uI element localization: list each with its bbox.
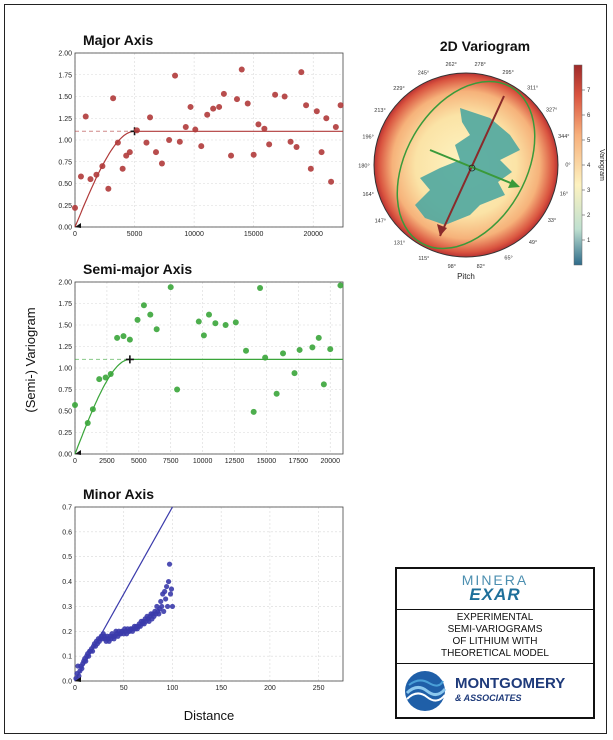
data-point [337,282,343,288]
x-tick-label: 5000 [131,458,147,465]
angle-label: 344° [558,134,570,140]
data-point [93,172,99,178]
angle-label: 0° [565,162,571,169]
y-tick-label: 0.0 [62,678,72,686]
y-tick-label: 0.25 [58,430,72,437]
data-point [72,402,78,408]
data-point [83,659,88,664]
x-tick-label: 150 [215,685,228,692]
angle-label: 311° [527,85,539,92]
data-point [297,347,303,353]
angle-label: 262° [445,62,457,69]
data-point [183,124,189,130]
data-point [212,320,218,326]
y-tick-label: 0.50 [58,181,72,188]
data-point [154,326,160,332]
data-point [245,100,251,106]
x-tick-label: 0 [73,458,77,465]
x-tick-label: 5000 [126,231,143,238]
data-point [314,108,320,114]
data-point [282,94,288,100]
angle-label: 295° [502,70,514,77]
x-tick-label: 250 [312,685,325,692]
associates-text: & ASSOCIATES [455,693,522,703]
data-point [257,285,263,291]
data-point [308,166,314,172]
caption-line: SEMI-VARIOGRAMS [447,624,543,635]
data-point [134,127,140,133]
data-point [115,140,121,146]
data-point [201,332,207,338]
data-point [158,599,163,604]
x-tick-label: 17500 [288,458,309,465]
data-point [216,104,222,110]
angle-label: 245° [417,70,430,77]
data-point [266,141,272,147]
data-point [168,591,173,596]
data-point [288,139,294,145]
y-tick-label: 1.00 [58,137,72,145]
data-point [167,562,172,567]
data-point [120,333,126,339]
colorbar-tick-label: 2 [587,213,591,219]
y-tick-label: 0.25 [58,202,72,210]
data-point [198,143,204,149]
y-tick-label: 0.5 [62,554,72,562]
data-point [172,73,178,79]
data-point [251,409,257,415]
data-point [223,322,229,328]
x-tick-label: 12500 [224,458,245,465]
data-point [192,127,198,133]
pitch-label: Pitch [457,272,475,281]
data-point [206,312,212,318]
data-point [79,666,84,671]
minera-text: MINERA [461,572,529,588]
x-tick-label: 20000 [303,231,323,238]
data-point [196,319,202,325]
data-point [292,370,298,376]
angle-label: 33° [547,217,557,224]
data-point [141,302,147,308]
data-point [228,153,234,159]
data-point [159,160,165,166]
y-tick-label: 1.75 [58,301,72,308]
y-tick-label: 0.00 [58,451,72,459]
x-tick-label: 0 [73,685,77,692]
colorbar-ticks [582,88,591,244]
angle-label: 115° [418,255,430,262]
y-tick-label: 0.2 [62,628,72,636]
caption-line: EXPERIMENTAL [456,612,534,623]
montgomery-text: MONTGOMERY [455,675,566,692]
colorbar-label: Variogram [598,149,605,181]
data-point [234,96,240,102]
caption-block [397,610,593,664]
y-tick-label: 1.75 [58,72,72,80]
data-point [168,284,174,290]
data-point [177,139,183,145]
data-point [166,579,171,584]
y-tick-label: 1.50 [58,94,72,101]
angle-label: 65° [504,255,513,262]
data-point [153,149,159,155]
model-curve [75,131,343,227]
data-point [159,604,164,609]
data-point [78,174,84,180]
data-point [105,186,111,192]
data-point [174,387,180,393]
data-point [204,112,210,118]
data-point [298,69,304,75]
data-point [280,350,286,356]
angle-label: 278° [474,62,486,68]
data-point [328,179,334,185]
data-point [90,406,96,412]
minor-axis-chart [62,486,343,692]
y-tick-label: 2.00 [58,50,72,58]
y-axis-label: (Semi-) Variogram [23,307,38,413]
colorbar-tick-label: 7 [587,88,591,94]
semi-major-axis-chart [58,261,343,465]
angle-label: 131° [393,240,406,247]
data-point [127,149,133,155]
y-tick-label: 0.50 [58,408,72,416]
data-point [85,420,91,426]
x-tick-label: 10000 [184,231,204,238]
data-point [294,144,300,150]
x-tick-label: 200 [264,685,276,692]
y-tick-label: 0.3 [62,603,72,611]
y-tick-label: 0.75 [58,159,72,167]
data-point [164,584,169,589]
y-tick-label: 0.75 [58,387,72,394]
angle-label: 16° [559,191,569,198]
y-tick-label: 0.4 [62,579,72,587]
chart-title: Semi-major Axis [83,261,193,277]
x-tick-label: 0 [73,231,77,238]
data-point [323,115,329,121]
y-tick-label: 1.25 [58,115,72,123]
y-tick-label: 0.1 [62,653,72,661]
montgomery-logo [397,665,593,717]
caption-line: OF LITHIUM WITH [452,636,538,647]
data-point [103,374,109,380]
colorbar [574,65,582,265]
data-point [262,355,268,361]
data-point [99,163,105,169]
y-tick-label: 2.00 [58,279,72,287]
variogram-2d [358,38,605,281]
x-tick-label: 10000 [192,458,213,465]
colorbar-tick-label: 3 [587,188,591,194]
x-tick-label: 100 [166,685,179,692]
data-point [170,604,175,609]
x-tick-label: 7500 [162,458,179,465]
angle-label: 98° [447,264,456,270]
data-point [261,126,267,132]
data-point [255,121,261,127]
major-axis-chart [58,32,343,238]
data-point [162,589,167,594]
data-point [188,104,194,110]
data-point [210,106,216,112]
x-tick-label: 2500 [99,458,115,465]
data-point [321,381,327,387]
caption-line: THEORETICAL MODEL [441,648,549,659]
range-marker [126,355,134,363]
colorbar-tick-label: 1 [587,238,591,244]
angle-label: 327° [546,107,558,114]
colorbar-tick-label: 4 [587,163,591,169]
colorbar-tick-label: 5 [587,138,591,144]
chart-title: Major Axis [83,32,154,48]
data-point [243,348,249,354]
data-point [108,371,114,377]
data-point [272,92,278,98]
data-point [165,604,170,609]
angle-label: 180° [358,163,370,170]
y-tick-label: 0.6 [62,529,72,537]
y-tick-label: 1.50 [58,322,72,330]
data-point [127,337,133,343]
data-point [303,102,309,108]
data-point [110,95,116,101]
data-point [239,67,245,73]
data-point [169,586,174,591]
exar-text: EXAR [469,585,521,604]
angle-label: 196° [362,134,374,141]
data-point [221,91,227,97]
data-point [96,376,102,382]
data-point [338,102,344,108]
angle-label: 49° [528,239,538,246]
angle-label: 213° [374,108,386,115]
angle-label: 229° [393,86,405,93]
data-point [156,611,161,616]
data-point [333,124,339,130]
y-tick-label: 0.00 [58,224,72,232]
data-point [114,335,120,341]
plot-area-frame [75,507,343,681]
data-point [319,149,325,155]
data-point [163,596,168,601]
data-point [86,654,91,659]
data-point [274,391,280,397]
data-point [309,344,315,350]
x-tick-label: 20000 [320,458,340,465]
data-point [147,312,153,318]
data-point [327,346,333,352]
data-point [90,649,95,654]
angle-label: 147° [374,218,386,225]
data-point [135,317,141,323]
data-point [166,137,172,143]
y-tick-label: 1.00 [58,365,72,373]
variogram-2d-title: 2D Variogram [439,38,531,54]
data-point [233,319,239,325]
data-point [72,205,78,211]
data-point [147,114,153,120]
colorbar-tick-label: 6 [587,113,591,119]
x-axis-label: Distance [183,708,235,723]
data-point [316,335,322,341]
wave-emblem-icon [403,669,453,713]
data-point [83,114,89,120]
x-tick-label: 50 [119,685,128,692]
x-tick-label: 15000 [243,231,264,238]
angle-label: 82° [476,263,485,270]
y-tick-label: 1.25 [58,344,72,351]
x-tick-label: 15000 [256,458,277,465]
model-curve [75,359,343,454]
y-tick-label: 0.7 [62,504,72,512]
data-point [251,152,257,158]
data-point [87,176,93,182]
data-point [120,166,126,172]
data-point [143,140,149,146]
angle-label: 164° [362,192,374,198]
data-point [161,609,166,614]
logo-panel [395,567,595,719]
minera-exar-logo [397,569,593,610]
chart-title: Minor Axis [83,486,155,502]
